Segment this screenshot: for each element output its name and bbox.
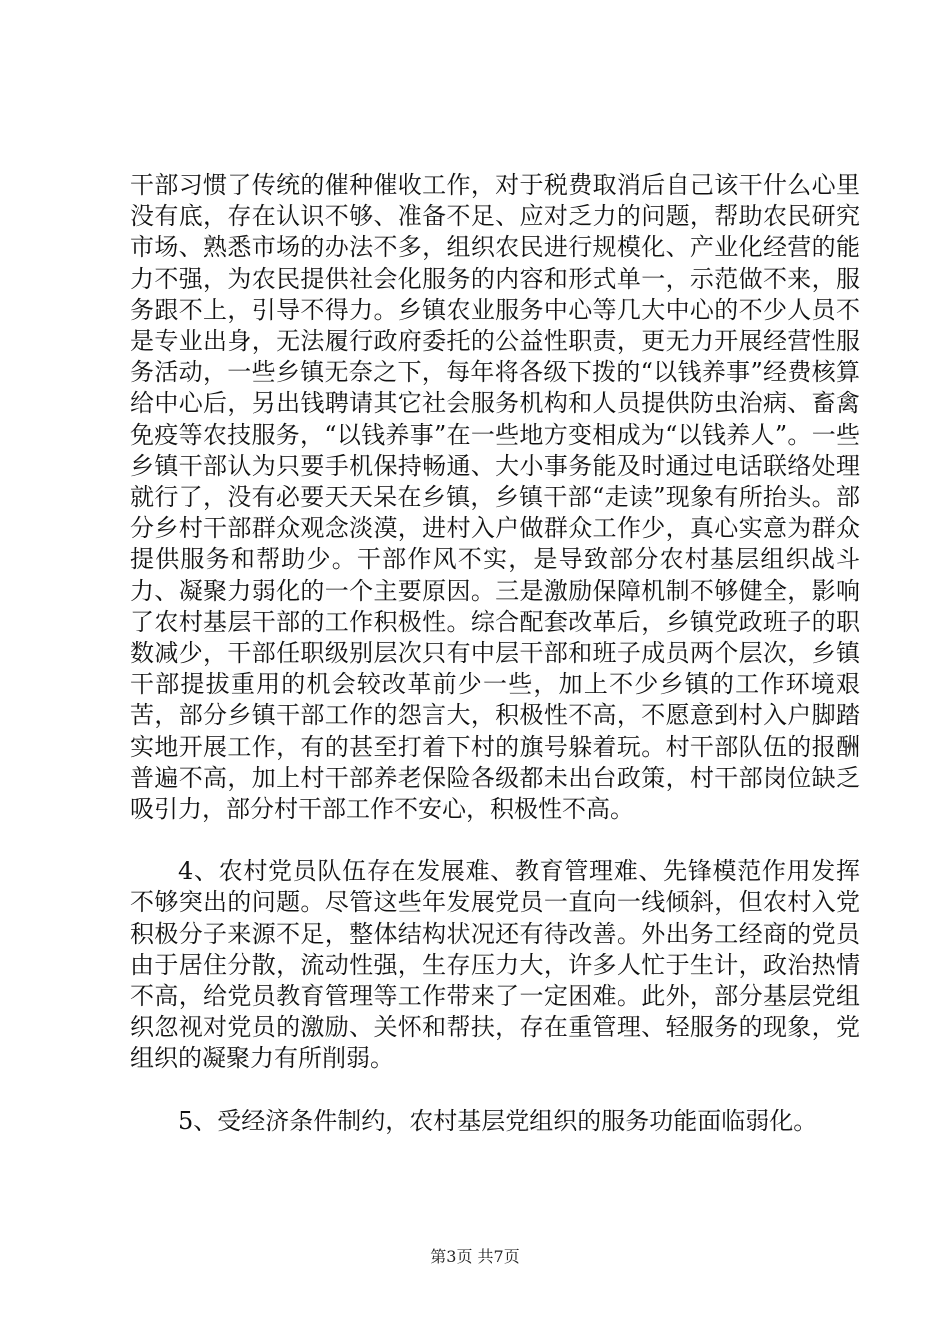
document-body xyxy=(130,170,860,1137)
page-number-footer: 第3页 共7页 xyxy=(430,1247,520,1266)
paragraph-2: 4、农村党员队伍存在发展难、教育管理难、先锋模范作用发挥不够突出的问题。尽管这些年发展党员一直向一线倾斜，但农村入党积极分子来源不足，整体结构状况还有待改善。外出务工经商的党员由于居住分散，流动性强，生存压力大，许多人忙于生计，政治热情不高，给党员教育管理等工作带来了一定困难。此外，部分基层党组织忽视对党员的激励、关怀和帮扶，存在重管理、轻服务的现象，党组织的凝聚力有所削弱。 xyxy=(130,857,860,1073)
paragraph-3: 5、受经济条件制约，农村基层党组织的服务功能面临弱化。 xyxy=(178,1106,818,1135)
paragraph-1: 干部习惯了传统的催种催收工作，对于税费取消后自己该干什么心里没有底，存在认识不够、准备不足、应对乏力的问题，帮助农民研究市场、熟悉市场的办法不多，组织农民进行规模化、产业化经营的能力不强，为农民提供社会化服务的内容和形式单一，示范做不来，服务跟不上，引导不得力。乡镇农业服务中心等几大中心的不少人员不是专业出身，无法履行政府委托的公益性职责，更无力开展经营性服务活动，一些乡镇无奈之下，每年将各级下拨的“以钱养事”经费核算给中心后，另出钱聘请其它社会服务机构和人员提供防虫治病、畜禽免疫等农技服务，“以钱养事”在一些地方变相成为“以钱养人”。一些乡镇干部认为只要手机保持畅通、大小事务能及时通过电话联络处理就行了，没有必要天天呆在乡镇，乡镇干部“走读”现象有所抬头。部分乡村干部群众观念淡漠，进村入户做群众工作少，真心实意为群众提供服务和帮助少。干部作风不实，是导致部分农村基层组织战斗力、凝聚力弱化的一个主要原因。三是激励保障机制不够健全，影响了农村基层干部的工作积极性。综合配套改革后，乡镇党政班子的职数减少，干部任职级别层次只有中层干部和班子成员两个层次，乡镇干部提拔重用的机会较改革前少一些，加上不少乡镇的工作环境艰苦，部分乡镇干部工作的怨言大，积极性不高，不愿意到村入户脚踏实地开展工作，有的甚至打着下村的旗号躲着玩。村干部队伍的报酬普遍不高，加上村干部养老保险各级都未出台政策，村干部岗位缺乏吸引力，部分村干部工作不安心，积极性不高。 xyxy=(130,171,860,824)
